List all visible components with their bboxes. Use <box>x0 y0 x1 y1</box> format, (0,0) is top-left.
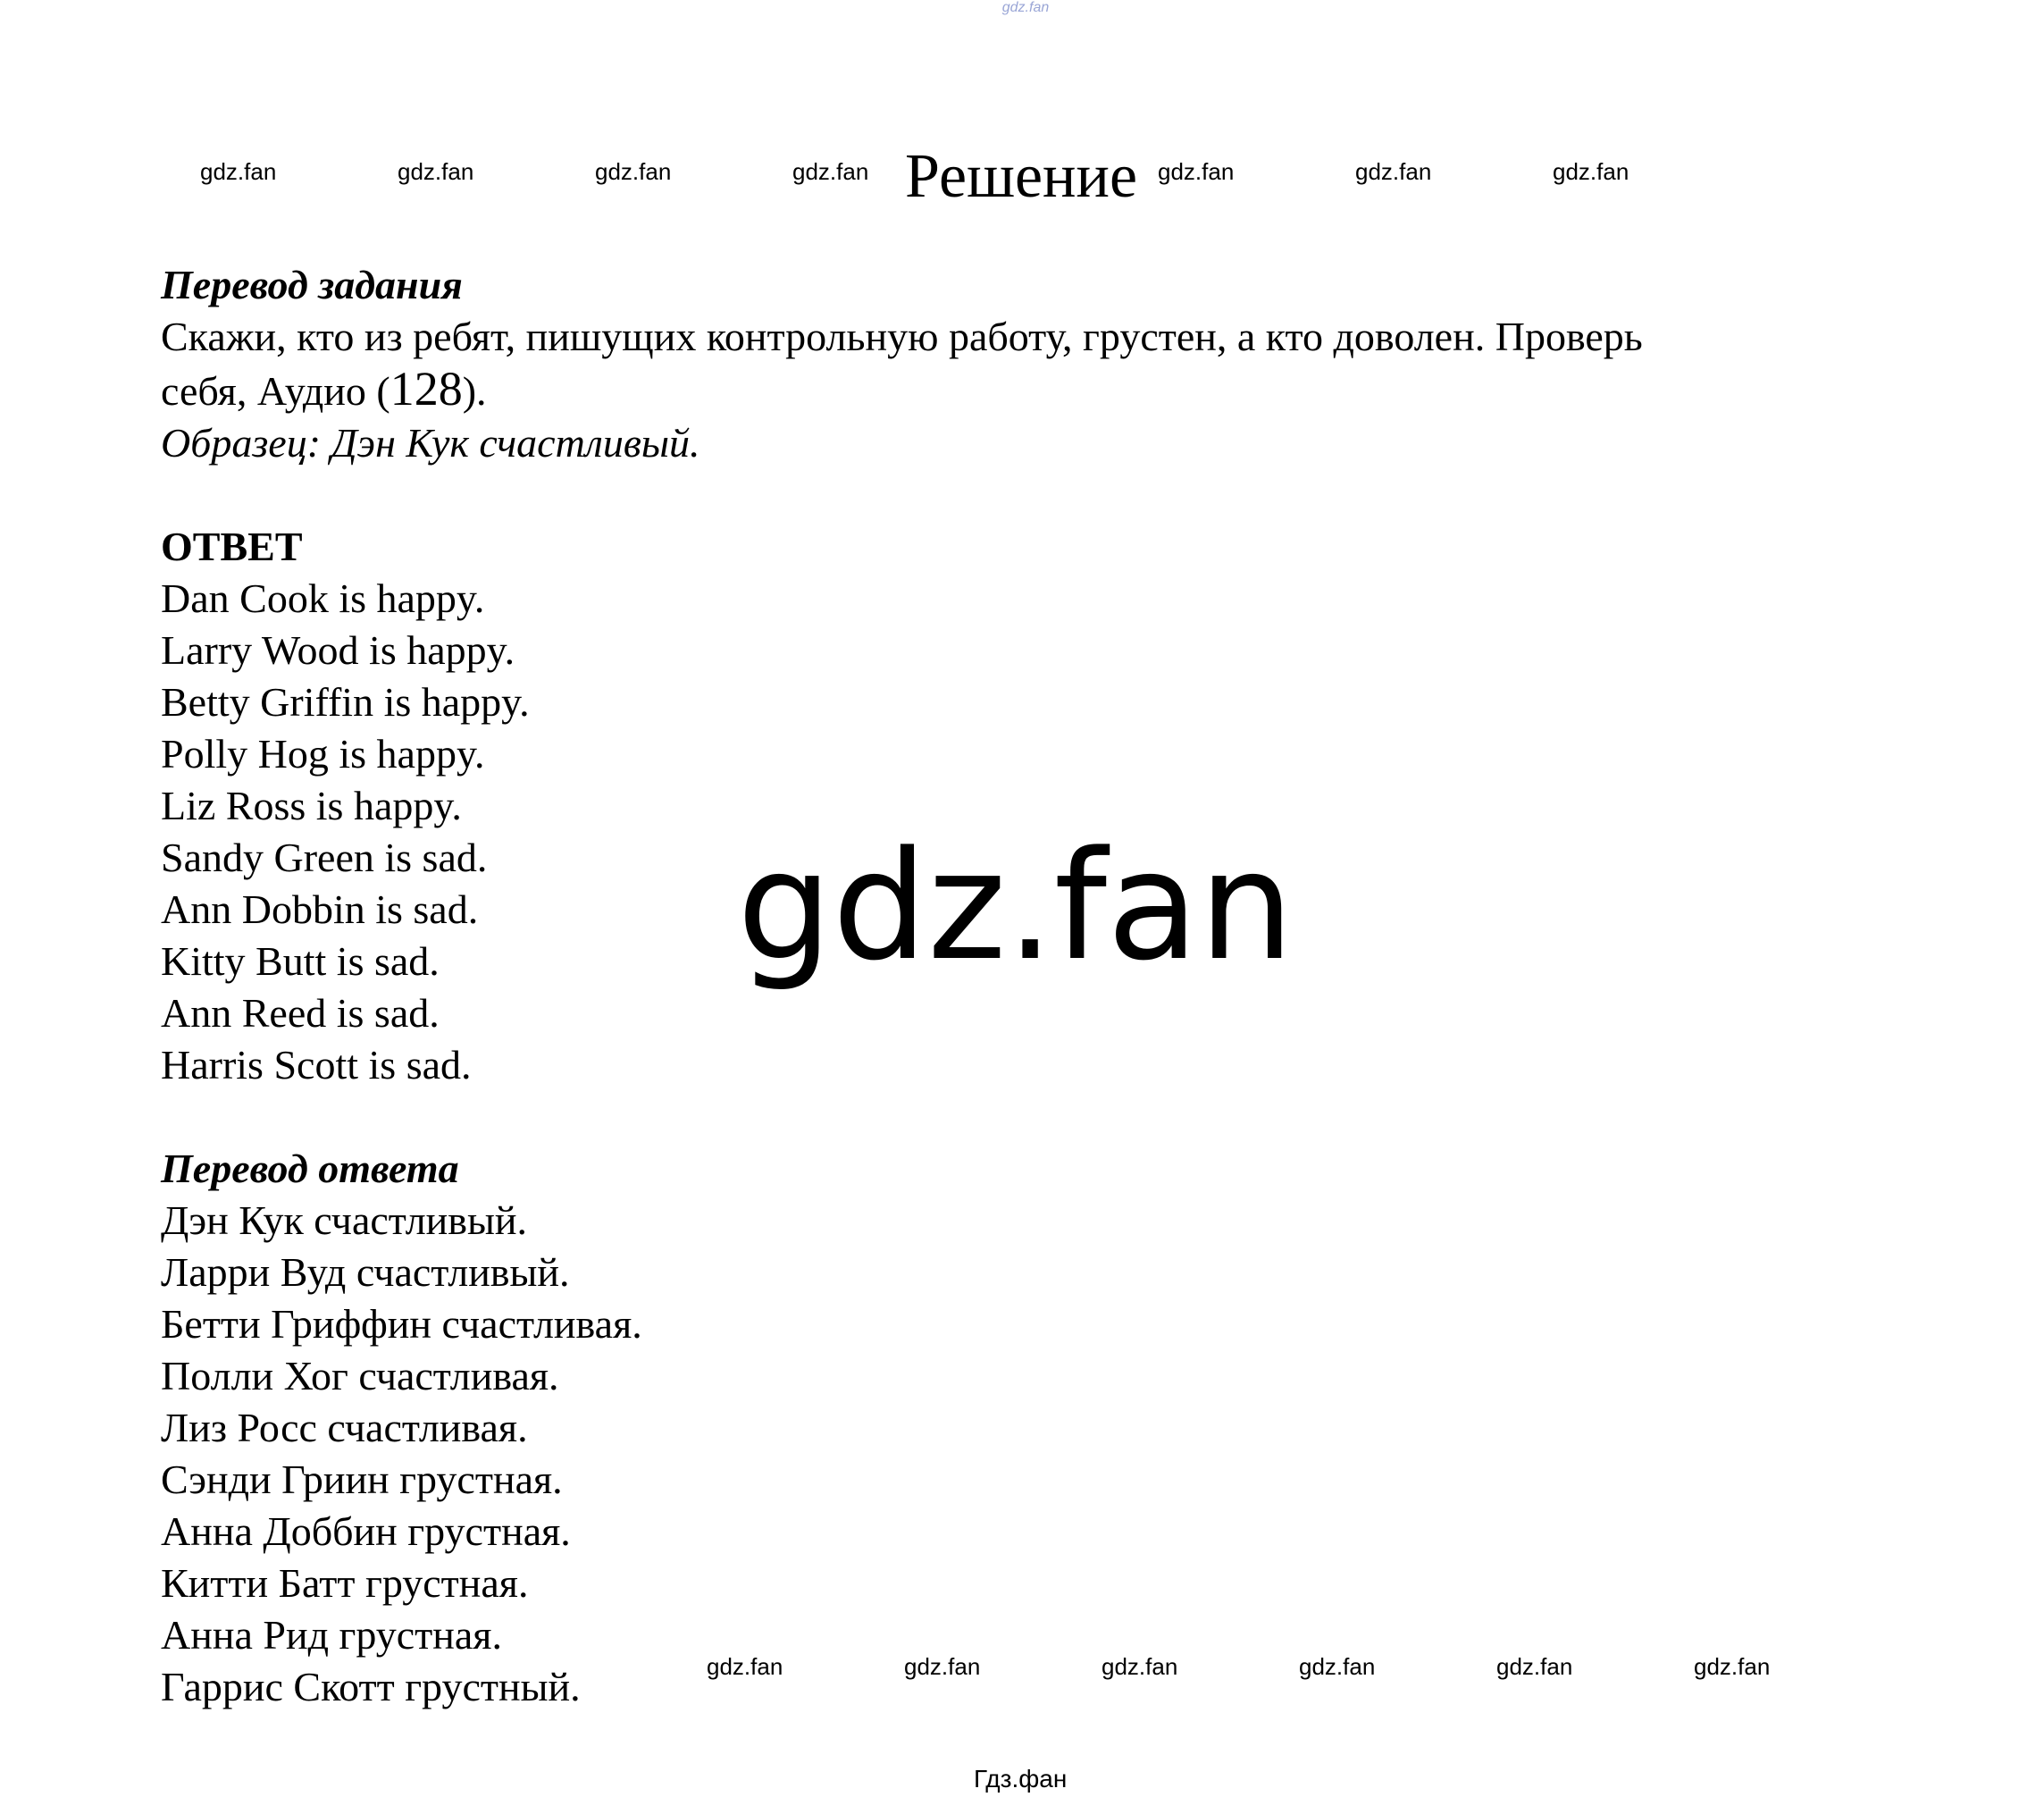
answer-line: Betty Griffin is happy. <box>161 679 530 725</box>
watermark: gdz.fan <box>1299 1653 1376 1680</box>
watermark: gdz.fan <box>792 158 869 185</box>
task-heading: Перевод задания <box>161 262 463 307</box>
answer-line: Ann Reed is sad. <box>161 990 440 1036</box>
watermark: gdz.fan <box>1102 1653 1178 1680</box>
translation-heading: Перевод ответа <box>161 1146 459 1191</box>
task-example: Образец: Дэн Кук счастливый. <box>161 420 700 466</box>
footer-watermark: Гдз.фан <box>974 1765 1068 1793</box>
watermark: gdz.fan <box>1496 1653 1573 1680</box>
translation-line: Дэн Кук счастливый. <box>161 1197 528 1243</box>
top-watermark: gdz.fan <box>1001 0 1050 15</box>
answer-line: Dan Cook is happy. <box>161 575 485 621</box>
task-text-line-2 <box>161 363 1912 417</box>
answer-heading: ОТВЕТ <box>161 524 303 569</box>
translation-line: Анна Доббин грустная. <box>161 1508 571 1554</box>
page-title: Решение <box>905 142 1138 211</box>
translation-line: Бетти Гриффин счастливая. <box>161 1301 642 1347</box>
watermark: gdz.fan <box>398 158 474 185</box>
translation-line: Гаррис Скотт грустный. <box>161 1664 581 1709</box>
translation-line: Сэнди Гриин грустная. <box>161 1457 563 1502</box>
translation-line: Анна Рид грустная. <box>161 1612 502 1658</box>
task-text-line-1: Скажи, кто из ребят, пишущих контрольную работу, грустен, а кто доволен. Проверь <box>161 314 1643 359</box>
translation-line: Лиз Росс счастливая. <box>161 1405 528 1450</box>
answer-line: Kitty Butt is sad. <box>161 938 440 984</box>
watermark: gdz.fan <box>595 158 672 185</box>
task-text-line-2-end: ). <box>462 368 487 414</box>
answer-line: Harris Scott is sad. <box>161 1042 472 1087</box>
watermark: gdz.fan <box>707 1653 783 1680</box>
watermark: gdz.fan <box>200 158 277 185</box>
watermark: gdz.fan <box>1553 158 1629 185</box>
answer-line: Sandy Green is sad. <box>161 835 488 880</box>
watermark: gdz.fan <box>1694 1653 1771 1680</box>
translation-line: Полли Хог счастливая. <box>161 1353 559 1398</box>
answer-line: Larry Wood is happy. <box>161 627 515 673</box>
watermark: gdz.fan <box>1355 158 1432 185</box>
watermark: gdz.fan <box>1158 158 1235 185</box>
answer-line: Ann Dobbin is sad. <box>161 886 479 932</box>
watermark: gdz.fan <box>904 1653 981 1680</box>
translation-line: Ларри Вуд счастливый. <box>161 1249 570 1295</box>
translation-line: Китти Батт грустная. <box>161 1560 529 1606</box>
answer-line: Polly Hog is happy. <box>161 731 485 777</box>
audio-number: 128 <box>390 362 463 416</box>
task-text-line-2-start: себя, Аудио ( <box>161 368 390 414</box>
large-watermark: gdz.fan <box>737 819 1294 994</box>
answer-line: Liz Ross is happy. <box>161 783 462 828</box>
